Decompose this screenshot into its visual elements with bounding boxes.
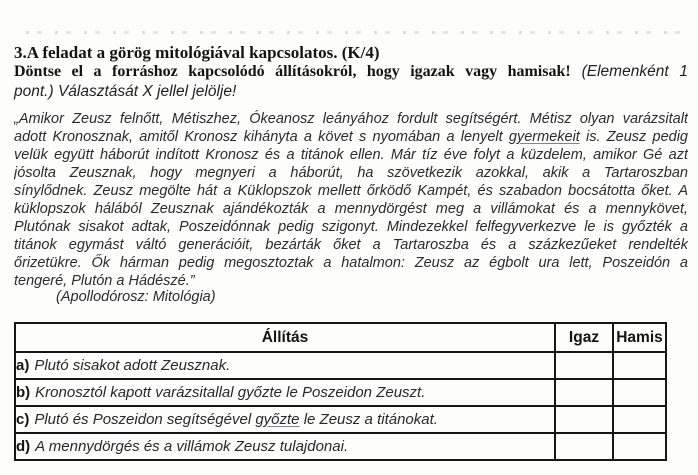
quote-text: velük együtt háborút indított Kronosz és a titánok ellen. Már tíz éve folyt a küzdelem, amikor Gé azt (14, 147, 688, 163)
quote-line (14, 146, 688, 164)
quote-line (14, 218, 688, 236)
quote-text: jósolta Zeusznak, hogy megnyeri a háborút, ha szövetkezik azokkal, akik a Tartaroszban (14, 165, 688, 181)
statement-cell (15, 379, 555, 406)
quote-text: küklopszok hálából Zeusznak ajándékozták a mennydörgést meg a villámokat és a mennykövet, (14, 201, 688, 217)
quote-text: is. Zeusz pedig (579, 129, 688, 145)
quote-text: adott Kronosznak, amitől Kronosz kihányta a követ s nyomában a lenyelt (14, 129, 509, 145)
quote-block (14, 110, 688, 290)
quote-line (14, 236, 688, 254)
statement-text: A mennydörgés és a villámok Zeusz tulajdonai. (35, 437, 349, 455)
instruction-line-1 (14, 62, 688, 82)
source-attribution: (Apollodórosz: Mitológia) (56, 289, 216, 305)
header-hamis: Hamis (613, 323, 666, 352)
statement-underlined-word: győzte (255, 410, 300, 428)
statement-text: Plutó sisakot adott Zeusznak. (34, 356, 231, 374)
quote-line (14, 110, 688, 128)
quote-text: titánok egymást váltó generációit, bezárták őket a Tartaroszba és a százkezűeket rendelték (14, 237, 688, 253)
instruction-italic-text: (Elemenként 1 (581, 63, 688, 80)
quote-text: „Amikor Zeusz felnőtt, Métiszhez, Ókeanosz leányához fordult segítségért. Métisz olyan varázsitalt (14, 111, 688, 127)
quote-text: tengeré, Plutón a Hádészé.” (14, 273, 195, 289)
instruction-line-2 (14, 82, 688, 102)
table-header-row (15, 323, 666, 352)
statement-cell (15, 406, 555, 433)
igaz-answer-cell (555, 379, 613, 406)
statement-text: Kronosztól kapott varázsitallal győzte le Poszeidon Zeuszt. (35, 383, 426, 401)
statement-label: a) (16, 356, 30, 374)
task-heading: 3.A feladat a görög mitológiával kapcsolatos. (K/4) (14, 43, 380, 62)
quote-line (14, 254, 688, 272)
hamis-answer-cell (613, 379, 666, 406)
statements-table (14, 322, 667, 461)
instruction-italic-text: pont.) Választását X jellel jelölje! (14, 82, 237, 100)
statement-row (15, 406, 666, 433)
quote-line (14, 128, 688, 146)
hamis-answer-cell (613, 352, 666, 379)
instruction-block (14, 62, 688, 101)
quote-line (14, 164, 688, 182)
statement-label: d) (16, 437, 31, 455)
igaz-answer-cell (555, 406, 613, 433)
instruction-bold-text: Döntse el a forráshoz kapcsolódó állításokról, hogy igazak vagy hamisak! (14, 63, 571, 80)
statement-row (15, 379, 666, 406)
statement-row (15, 352, 666, 379)
statement-label: c) (16, 410, 30, 428)
statements-table-body (15, 352, 666, 460)
header-igaz: Igaz (555, 323, 613, 352)
header-allitas: Állítás (15, 323, 555, 352)
hamis-answer-cell (613, 406, 666, 433)
igaz-answer-cell (555, 352, 613, 379)
scan-artifact-faded-text (26, 31, 682, 34)
quote-line (14, 182, 688, 200)
quote-underlined-word: gyermekeit (508, 129, 580, 145)
statement-cell (15, 433, 555, 460)
statement-text: Plutó és Poszeidon segítségével győzte le Zeusz a titánokat. (34, 410, 438, 428)
quote-text: sínylődnek. Zeusz megölte hát a Küklopszok mellett őrködő Kampét, és szabadon bocsátotta őket. A (14, 183, 688, 199)
statement-row (15, 433, 666, 460)
igaz-answer-cell (555, 433, 613, 460)
statement-cell (15, 352, 555, 379)
hamis-answer-cell (613, 433, 666, 460)
quote-text: őrizetükre. Ők hárman pedig megosztoztak a hatalmon: Zeusz az égbolt ura lett, Poszeidón a (14, 255, 688, 271)
statement-label: b) (16, 383, 31, 401)
quote-text: Plutónak sisakot adtak, Poszeidónnak pedig szigonyt. Mindezekkel felfegyverkezve le is győzték a (14, 219, 688, 235)
quote-line (14, 272, 688, 290)
quote-line (14, 200, 688, 218)
